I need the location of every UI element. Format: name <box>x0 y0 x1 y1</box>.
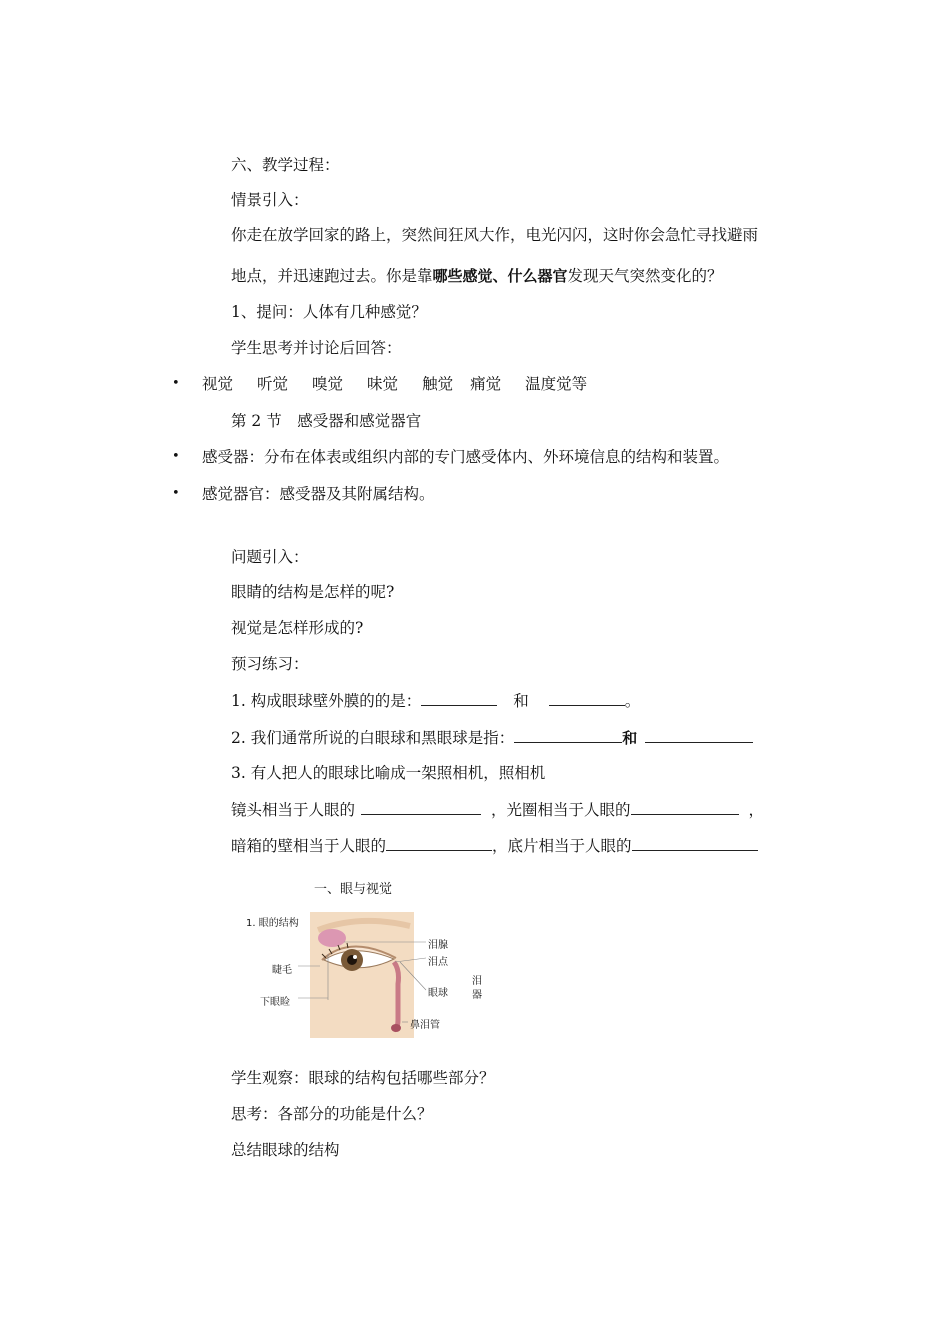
label-nasolacrimal-duct: 鼻泪管 <box>410 1020 440 1031</box>
exercise-3-text: ，底片相当于人眼的 <box>492 837 632 855</box>
exercise-3-comma: ， <box>748 801 765 819</box>
bullet-dot: • <box>172 449 180 464</box>
fill-blank[interactable] <box>361 799 481 815</box>
exercise-2-and: 和 <box>622 729 638 747</box>
exercise-1 <box>231 690 640 711</box>
exercise-3-line-3 <box>231 835 758 856</box>
fill-blank[interactable] <box>632 835 758 851</box>
intro-bold-text: 哪些感觉、什么器官 <box>432 267 568 285</box>
sense-item: 触觉 <box>422 375 454 393</box>
senses-list <box>202 374 587 394</box>
bullet-dot: • <box>172 486 180 501</box>
exercise-1-text: 1. 构成眼球壁外膜的的是： <box>231 692 422 710</box>
exercise-2 <box>231 727 753 748</box>
exercise-1-end: 。 <box>624 692 641 710</box>
observation-1: 学生观察：眼球的结构包括哪些部分？ <box>231 1069 495 1087</box>
exercise-3-line-2 <box>231 799 764 820</box>
label-eyeball: 眼球 <box>428 988 448 999</box>
intro-label: 情景引入： <box>231 191 309 209</box>
fill-blank[interactable] <box>631 799 739 815</box>
definition-sense-organ: 感觉器官：感受器及其附属结构。 <box>202 485 435 503</box>
exercise-3-text: 暗箱的壁相当于人眼的 <box>231 837 387 855</box>
question-1: 1、提问：人体有几种感觉？ <box>231 303 427 321</box>
label-lacrimal-apparatus-2: 器 <box>472 990 482 1001</box>
label-punctum: 泪点 <box>428 957 448 968</box>
figure-title: 一、眼与视觉 <box>314 882 393 897</box>
label-lacrimal-gland: 泪腺 <box>428 940 448 951</box>
intro-text-a: 地点，并迅速跑过去。你是靠 <box>231 267 433 285</box>
exercise-3-text: ，光圈相当于人眼的 <box>491 801 631 819</box>
bullet-dot: • <box>172 376 180 391</box>
section-2-heading: 第 2 节 感受器和感觉器官 <box>231 412 422 430</box>
fill-blank[interactable] <box>514 727 622 743</box>
eye-structure-figure <box>240 872 500 1042</box>
sense-item: 嗅觉 <box>312 375 344 393</box>
fill-blank[interactable] <box>421 690 497 706</box>
figure-leader-lines <box>240 872 500 1042</box>
problem-label: 问题引入： <box>231 548 309 566</box>
exercise-3: 3. 有人把人的眼球比喻成一架照相机，照相机 <box>231 764 546 782</box>
preview-label: 预习练习： <box>231 655 309 673</box>
label-lower-eyelid: 下眼睑 <box>260 997 290 1008</box>
sense-item: 温度觉等 <box>525 375 588 393</box>
figure-subtitle: 1. 眼的结构 <box>246 918 299 929</box>
label-eyelash: 睫毛 <box>272 965 292 976</box>
section-title: 六、教学过程： <box>231 156 340 174</box>
sense-item: 味觉 <box>367 375 399 393</box>
fill-blank[interactable] <box>645 727 753 743</box>
answer-intro: 学生思考并讨论后回答： <box>231 339 402 357</box>
intro-text-c: 发现天气突然变化的？ <box>567 267 723 285</box>
sense-item: 听觉 <box>257 375 289 393</box>
problem-question-2: 视觉是怎样形成的? <box>231 619 364 637</box>
label-lacrimal-apparatus-1: 泪 <box>472 976 482 987</box>
sense-item: 视觉 <box>202 375 234 393</box>
fill-blank[interactable] <box>386 835 492 851</box>
intro-paragraph-line-1: 你走在放学回家的路上，突然间狂风大作，电光闪闪，这时你会急忙寻找避雨 <box>231 226 759 244</box>
sense-item: 痛觉 <box>470 375 502 393</box>
exercise-3-text: 镜头相当于人眼的 <box>231 801 356 819</box>
definition-receptor: 感受器：分布在体表或组织内部的专门感受体内、外环境信息的结构和装置。 <box>202 448 730 466</box>
problem-question-1: 眼睛的结构是怎样的呢? <box>231 583 395 601</box>
observation-2: 思考：各部分的功能是什么？ <box>231 1105 433 1123</box>
observation-3: 总结眼球的结构 <box>231 1141 340 1159</box>
exercise-1-and: 和 <box>513 692 529 710</box>
intro-paragraph-line-2 <box>231 266 723 286</box>
fill-blank[interactable] <box>549 690 625 706</box>
exercise-2-text: 2. 我们通常所说的白眼球和黑眼球是指： <box>231 729 515 747</box>
